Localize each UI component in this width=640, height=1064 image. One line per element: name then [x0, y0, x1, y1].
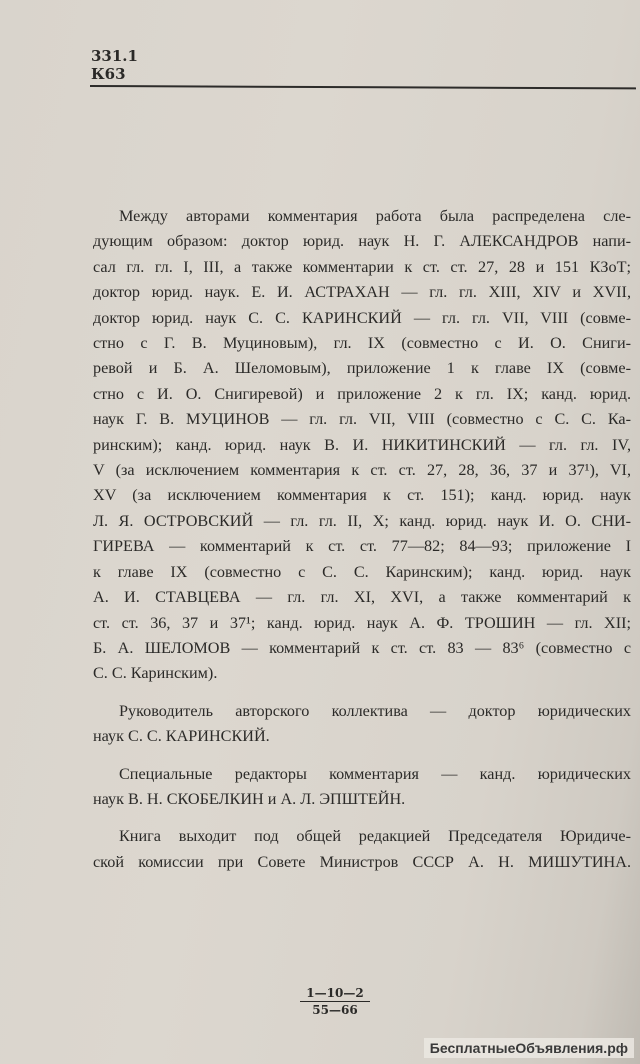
- text-line: Л. Я. ОСТРОВСКИЙ — гл. гл. II, X; канд. юрид. наук И. О. СНИ-: [93, 511, 631, 530]
- text-line: дующим образом: доктор юрид. наук Н. Г. АЛЕКСАНДРОВ напи-: [93, 232, 631, 251]
- main-text: [93, 204, 631, 875]
- text-line: Книга выходит под общей редакцией Председателя Юридиче-: [119, 827, 631, 846]
- text-line: С. С. Каринским).: [93, 664, 218, 683]
- text-line: Между авторами комментария работа была распределена сле-: [119, 207, 631, 225]
- text-line: стно с Г. В. Муциновым), гл. IX (совместно с И. О. Сниги-: [93, 334, 631, 353]
- classification-code: 331.1: [91, 47, 138, 65]
- paragraph-leader: [93, 699, 631, 750]
- paragraph-editors: [93, 762, 631, 813]
- text-line: А. И. СТАВЦЕВА — гл. гл. XI, XVI, а также комментарий к: [93, 588, 631, 607]
- text-line: доктор юрид. наук. Е. И. АСТРАХАН — гл. гл. XIII, XIV и XVII,: [93, 283, 631, 302]
- library-classification: [91, 47, 138, 83]
- text-line: Специальные редакторы комментария — канд. юридических: [119, 764, 631, 783]
- code-numerator: 1—10—2: [300, 986, 370, 1002]
- text-line: стно с И. О. Снигиревой) и приложение 2 к гл. IX; канд. юрид.: [93, 384, 631, 403]
- text-line: ской комиссии при Совете Министров СССР А. Н. МИШУТИНА.: [93, 852, 631, 871]
- text-line: наук Г. В. МУЦИНОВ — гл. гл. VII, VIII (совместно с С. С. Ка-: [93, 410, 631, 429]
- text-line: ст. ст. 36, 37 и 37¹; канд. юрид. наук А. Ф. ТРОШИН — гл. XII;: [93, 613, 631, 632]
- text-line: Руководитель авторского коллектива — доктор юридических: [119, 701, 631, 720]
- header-rule: [90, 85, 636, 89]
- text-line: ГИРЕВА — комментарий к ст. ст. 77—82; 84—93; приложение I: [93, 537, 631, 556]
- code-denominator: 55—66: [312, 1003, 358, 1017]
- author-mark: К63: [91, 65, 126, 83]
- publication-code: [300, 986, 370, 1017]
- text-line: XV (за исключением комментария к ст. 151); канд. юрид. наук: [93, 486, 631, 505]
- paragraph-authors: [93, 204, 631, 687]
- text-line: доктор юрид. наук С. С. КАРИНСКИЙ — гл. гл. VII, VIII (совме-: [93, 308, 631, 327]
- text-line: ринским); канд. юрид. наук В. И. НИКИТИНСКИЙ — гл. гл. IV,: [93, 435, 631, 454]
- text-line: наук В. Н. СКОБЕЛКИН и А. Л. ЭПШТЕЙН.: [93, 789, 406, 808]
- text-line: наук С. С. КАРИНСКИЙ.: [93, 727, 270, 746]
- text-line: к главе IX (совместно с С. С. Каринским); канд. юрид. наук: [93, 562, 631, 581]
- text-line: ревой и Б. А. Шеломовым), приложение 1 к главе IX (совме-: [93, 359, 631, 378]
- text-line: V (за исключением комментария к ст. ст. 27, 28, 36, 37 и 37¹), VI,: [93, 461, 631, 480]
- text-line: Б. А. ШЕЛОМОВ — комментарий к ст. ст. 83 — 83⁶ (совместно с: [93, 638, 631, 657]
- site-watermark: БесплатныеОбъявления.рф: [424, 1038, 634, 1058]
- paragraph-general-editor: [93, 824, 631, 875]
- text-line: сал гл. гл. I, III, а также комментарии к ст. ст. 27, 28 и 151 КЗоТ;: [93, 257, 631, 276]
